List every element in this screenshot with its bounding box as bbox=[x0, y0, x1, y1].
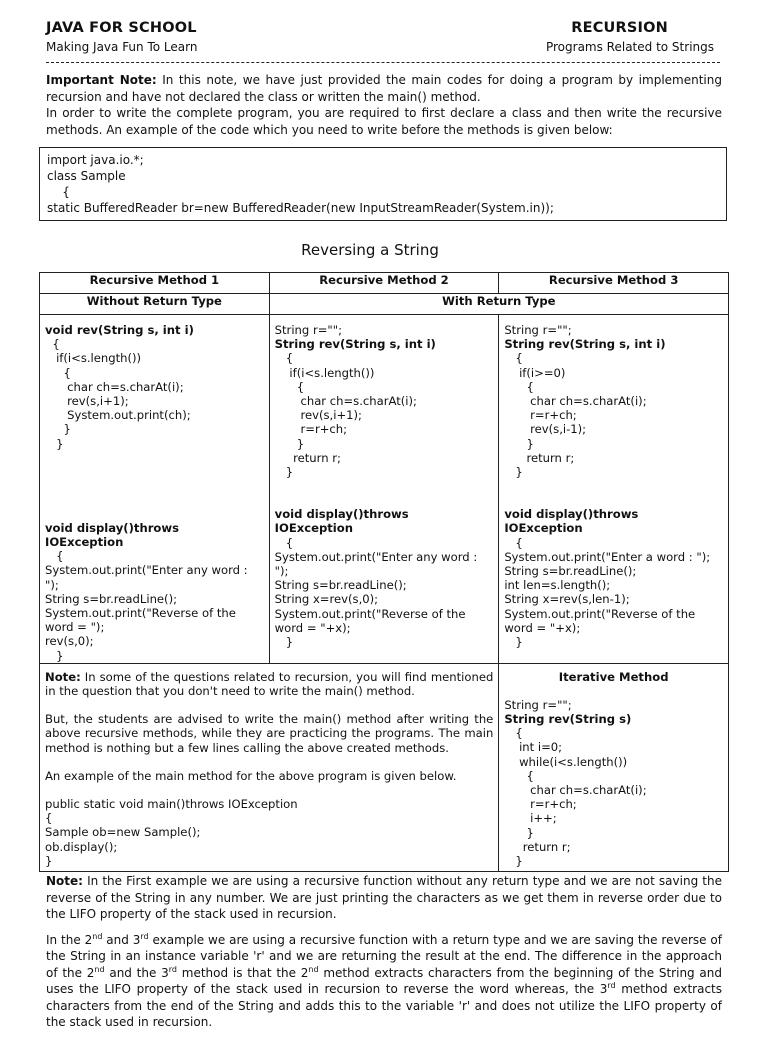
footer-p2-part-b: and 3 bbox=[102, 932, 141, 947]
subheader-without-return: Without Return Type bbox=[40, 294, 270, 315]
iterative-body: { int i=0; while(i<s.length()) { char ch=s.charAt(i); r=r+ch; i++; } return r; } bbox=[515, 726, 647, 869]
header-right-subtitle: Programs Related to Strings bbox=[545, 40, 714, 54]
header-left-title: JAVA FOR SCHOOL bbox=[46, 20, 197, 36]
method-1-signature: void rev(String s, int i) bbox=[45, 323, 194, 337]
header-method-1: Recursive Method 1 bbox=[40, 273, 270, 294]
header-method-3: Recursive Method 3 bbox=[499, 273, 729, 294]
method-1-display-body: { System.out.print("Enter any word : "); String s=br.readLine(); System.out.print("Reverse of the word = "); rev(s,0); } bbox=[45, 549, 248, 663]
footer-p2-part-f: method extracts characters from the beginning of the String and uses the LIFO property of the stack used in recursion to reverse the word whereas, the 3 bbox=[46, 965, 723, 996]
footer-p2-sup-4: rd bbox=[168, 964, 177, 974]
header-divider bbox=[46, 62, 720, 63]
method-2-body: { if(i<s.length()) { char ch=s.charAt(i); rev(s,i+1); r=r+ch; } return r; } bbox=[285, 351, 417, 480]
code-example-box: import java.io.*; class Sample { static BufferedReader br=new BufferedReader(new InputStreamReader(System.in)); bbox=[39, 147, 727, 221]
note-label: Note: bbox=[45, 669, 81, 684]
methods-table bbox=[39, 272, 729, 872]
table-subheader-row bbox=[40, 294, 729, 315]
method-3-display-body: { System.out.print("Enter a word : "); String s=br.readLine(); int len=s.length(); String x=rev(s,len-1); System.out.print("Reverse of the word = "+x); } bbox=[504, 535, 711, 650]
footer-p2-sup-2: rd bbox=[140, 931, 149, 941]
header-method-2: Recursive Method 2 bbox=[269, 273, 499, 294]
footer-p2-sup-1: nd bbox=[92, 931, 103, 941]
method-3-display-signature: void display()throws IOException bbox=[504, 507, 639, 536]
method-3-field: String r=""; bbox=[504, 323, 572, 337]
footer-notes bbox=[46, 873, 722, 1040]
method-3-signature: String rev(String s, int i) bbox=[504, 337, 666, 352]
footer-paragraph-1-text: In the First example we are using a recursive function without any return type and we are not saving the reverse of the String in any number. We are just printing the characters as we get them in reverse order due to the LIFO property of the stack used in recursion. bbox=[46, 874, 722, 921]
method-1-display-signature: void display()throws IOException bbox=[45, 520, 179, 550]
iterative-field: String r=""; bbox=[504, 697, 572, 712]
method-2-cell bbox=[269, 315, 499, 664]
footer-p2-sup-3: nd bbox=[94, 964, 105, 974]
method-3-cell bbox=[499, 315, 729, 664]
note-cell bbox=[40, 663, 499, 871]
note-paragraph-3: An example of the main method for the above program is given below. bbox=[45, 768, 457, 783]
main-method-code: public static void main()throws IOException { Sample ob=new Sample(); ob.display(); } bbox=[45, 797, 298, 868]
important-note bbox=[46, 72, 722, 138]
section-title: Reversing a String bbox=[301, 241, 439, 259]
subheader-with-return: With Return Type bbox=[269, 294, 728, 315]
header-left-subtitle: Making Java Fun To Learn bbox=[46, 40, 198, 54]
footer-p2-part-d: and the 3 bbox=[104, 965, 169, 980]
method-2-field: String r=""; bbox=[274, 323, 342, 337]
footer-note-label: Note: bbox=[46, 874, 83, 888]
footer-p2-part-e: method is that the 2 bbox=[177, 965, 309, 980]
footer-p2-part-g: method extracts characters from the end of the String and adds this to the variable 'r' and does not utilize the LIFO property of the stack used in recursion. bbox=[46, 982, 722, 1029]
footer-p2-sup-5: nd bbox=[308, 964, 319, 974]
method-2-display-signature: void display()throws IOException bbox=[274, 507, 409, 536]
footer-p2-part-c: example we are using a recursive function with a return type and we are saving the reverse of the String in an instance variable 'r' and we are returning the result at the end. The difference in the approach of the 2 bbox=[46, 932, 722, 980]
important-note-text-1: In this note, we have just provided the main codes for doing a program by implementing recursion and have not declared the class or written the main() method. bbox=[46, 73, 722, 104]
footer-p2-sup-6: rd bbox=[607, 981, 616, 990]
iterative-cell bbox=[499, 663, 729, 871]
table-header-row bbox=[40, 273, 729, 294]
footer-paragraph-1 bbox=[46, 873, 722, 923]
table-note-row bbox=[40, 663, 729, 871]
method-2-display-body: { System.out.print("Enter any word : "); String s=br.readLine(); String x=rev(s,0); System.out.print("Reverse of the word = "+x); } bbox=[274, 535, 478, 650]
method-2-signature: String rev(String s, int i) bbox=[274, 337, 436, 352]
iterative-method-title: Iterative Method bbox=[558, 669, 669, 684]
footer-p2-part-a: In the 2 bbox=[46, 932, 93, 947]
header-right-title: RECURSION bbox=[571, 20, 668, 36]
important-note-text-2: In order to write the complete program, you are required to first declare a class and then write the recursive methods. An example of the code which you need to write before the methods is given below: bbox=[46, 106, 722, 137]
footer-paragraph-2 bbox=[46, 932, 722, 1031]
important-note-label: Important Note: bbox=[46, 73, 157, 87]
iterative-signature: String rev(String s) bbox=[504, 712, 632, 727]
method-3-body: { if(i>=0) { char ch=s.charAt(i); r=r+ch; rev(s,i-1); } return r; } bbox=[515, 351, 647, 480]
table-code-row bbox=[40, 315, 729, 664]
method-1-cell bbox=[40, 315, 270, 664]
note-paragraph-2: But, the students are advised to write the main() method after writing the above recursive methods, while they are practicing the programs. The main method is nothing but a few lines calling the above created methods. bbox=[45, 712, 494, 755]
note-paragraph-1: In some of the questions related to recursion, you will find mentioned in the question that you don't need to write the main() method. bbox=[45, 669, 494, 699]
method-1-body: { if(i<s.length()) { char ch=s.charAt(i); rev(s,i+1); System.out.print(ch); } } bbox=[52, 337, 191, 451]
